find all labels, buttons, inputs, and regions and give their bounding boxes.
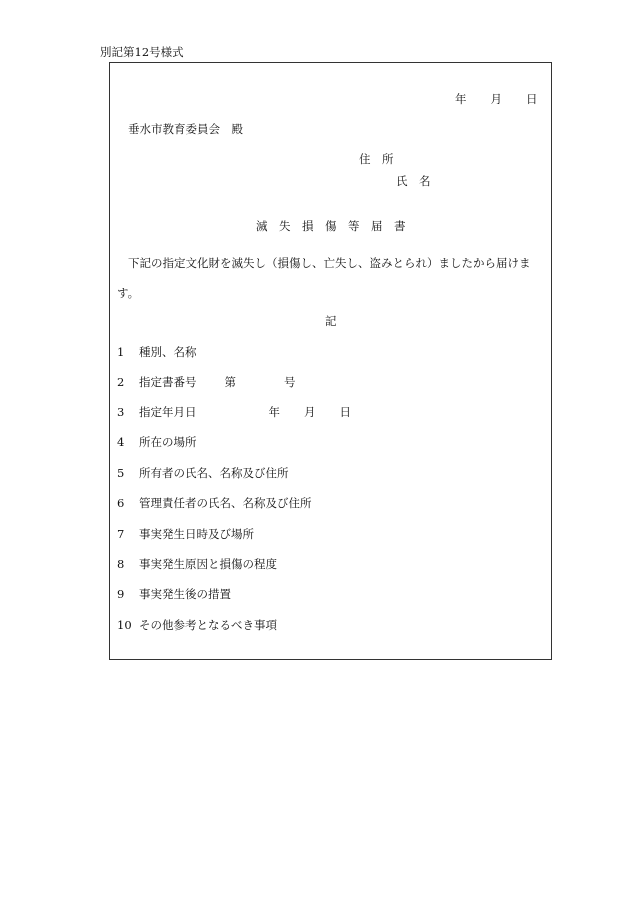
item-number: 3 [117,405,125,419]
date-year: 年 [455,92,467,106]
list-item [117,498,312,510]
address-label: 住 所 [359,152,394,166]
ki-heading: 記 [325,314,337,328]
list-item [117,407,351,419]
list-item [117,589,231,601]
body-text-line-1: 下記の指定文化財を滅失し（損傷し、亡失し、盗みとられ）ましたから届けま [128,256,531,270]
item-number: 5 [117,466,125,480]
item-label: 所有者の氏名、名称及び住所 [139,466,289,480]
date-line [455,94,538,106]
list-item [117,559,277,571]
item-number: 8 [117,557,125,571]
item-label: 指定書番号 [139,375,197,389]
form-number-header: 別記第12号様式 [100,45,184,59]
date-day: 日 [526,92,538,106]
item-label: 種別、名称 [139,345,197,359]
item-label: 管理責任者の氏名、名称及び住所 [139,496,312,510]
item-cert-go: 号 [284,375,296,389]
list-item [117,347,197,359]
item-date-day: 日 [339,405,351,419]
list-item [117,437,197,449]
list-item [117,620,277,632]
item-date-month: 月 [304,405,316,419]
list-item [117,529,254,541]
item-label: 指定年月日 [139,405,197,419]
addressee: 垂水市教育委員会 殿 [128,122,243,136]
item-label: 事実発生原因と損傷の程度 [139,557,277,571]
list-item [117,377,296,389]
item-number: 9 [117,587,125,601]
item-label: 事実発生日時及び場所 [139,527,254,541]
item-number: 6 [117,496,125,510]
item-date-year: 年 [268,405,280,419]
item-number: 1 [117,345,125,359]
list-item [117,468,289,480]
item-cert-dai: 第 [224,375,236,389]
item-label: 事実発生後の措置 [139,587,231,601]
body-text-line-2: す。 [117,286,140,300]
item-number: 7 [117,527,125,541]
item-number: 4 [117,435,125,449]
date-month: 月 [490,92,502,106]
item-label: その他参考となるべき事項 [139,618,277,632]
item-label: 所在の場所 [139,435,197,449]
item-number: 10 [117,618,132,632]
item-number: 2 [117,375,125,389]
document-title: 滅 失 損 傷 等 届 書 [256,219,406,233]
name-label: 氏 名 [396,174,431,188]
